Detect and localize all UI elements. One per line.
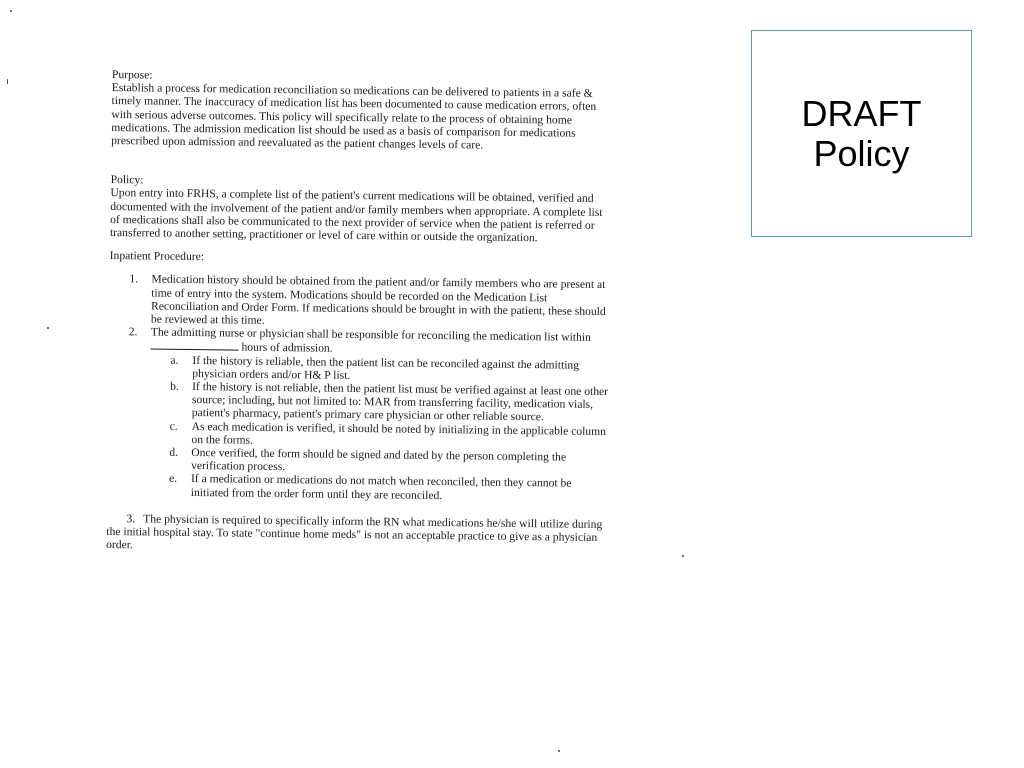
policy-section xyxy=(110,173,611,245)
subitem-text: Once verified, the form should be signed and dated by the person completing the verification process. xyxy=(191,446,567,474)
scan-speck xyxy=(10,10,12,12)
draft-label-line1: DRAFT xyxy=(801,92,922,134)
draft-label-line2: Policy xyxy=(813,132,910,174)
procedure-item-text: Medication history should be obtained from the patient and/or family members who are present at time of entry into the system. Modications should be recorded on the Medication List Reconciliation and Order Form. If medications should be brought in with the patient, these should be reviewed at this time. xyxy=(150,272,606,327)
purpose-section xyxy=(111,68,612,153)
purpose-heading: Purpose: xyxy=(111,68,153,82)
procedure-item-marker: 2. xyxy=(128,325,138,339)
procedure-sublist xyxy=(149,353,609,504)
subitem-marker: a. xyxy=(170,353,179,367)
subitem-text: If a medication or medications do not match when reconciled, then they cannot be initiated from the order form until they are reconciled. xyxy=(190,472,572,502)
policy-heading: Policy: xyxy=(110,173,144,187)
procedure-list xyxy=(107,272,610,504)
policy-body: Upon entry into FRHS, a complete list of the patient's current medications will be obtained, verified and documented with the involvement of the patient and/or family members when appropriate. A complete list of medications shall also be communicated to the next provider of service when the patient is referred or transferred to another setting, practitioner or level of care within or outside the organization. xyxy=(109,186,603,245)
subitem-text: As each medication is verified, it should be noted by initializing in the applicable column on the forms. xyxy=(191,419,607,447)
scan-speck xyxy=(682,555,684,557)
subitem-text: If the history is not reliable, then the patient list must be verified against at least one other source; including, but not limited to: MAR from transferring facility, medication vials, patient's pharmacy, patient's primary care physician or other reliable source. xyxy=(191,380,609,424)
scan-speck xyxy=(47,327,49,329)
procedure-subitem-b xyxy=(108,379,608,425)
procedure-item-text: The physician is required to specifically inform the RN what medications he/she will utilize during the initial hospital stay. To state "continue home meds" is not an acceptable practice to give as a physician order. xyxy=(106,512,603,552)
procedure-item-2 xyxy=(107,325,609,504)
subitem-marker: c. xyxy=(169,419,178,433)
procedure-item-1 xyxy=(109,272,610,331)
purpose-body: Establish a process for medication reconciliation so medications can be delivered to patients in a safe & timely manner. The inaccuracy of medication list has been documented to cause medication errors, often with serious adverse outcomes. This policy will specifically relate to the process of obtaining home medications. The admission medication list should be used as a basis of comparison for medications prescribed upon admission and reevaluated as the patient changes levels of care. xyxy=(111,81,597,152)
procedure-item-3 xyxy=(106,512,606,558)
subitem-marker: e. xyxy=(168,472,178,486)
procedure-item-text-after: hours of admission. xyxy=(241,341,333,356)
scanned-policy-document xyxy=(106,68,612,558)
hours-blank-line xyxy=(151,339,239,351)
scan-speck xyxy=(7,79,8,84)
procedure-item-text: The admitting nurse or physician shall be responsible for reconciling the medication list within xyxy=(150,325,591,345)
subitem-text: If the history is reliable, then the patient list can be reconciled against the admitting physician orders and/or H& P list. xyxy=(192,353,580,382)
procedure-item-marker: 3. xyxy=(126,512,136,526)
inpatient-procedure-section xyxy=(106,249,610,557)
draft-policy-label xyxy=(751,30,972,237)
subitem-marker: b. xyxy=(170,379,179,393)
scan-speck xyxy=(558,750,560,752)
inpatient-procedure-heading: Inpatient Procedure: xyxy=(109,249,205,264)
subitem-marker: d. xyxy=(169,445,179,459)
procedure-subitem-e xyxy=(107,471,607,504)
procedure-item-marker: 1. xyxy=(129,272,139,286)
